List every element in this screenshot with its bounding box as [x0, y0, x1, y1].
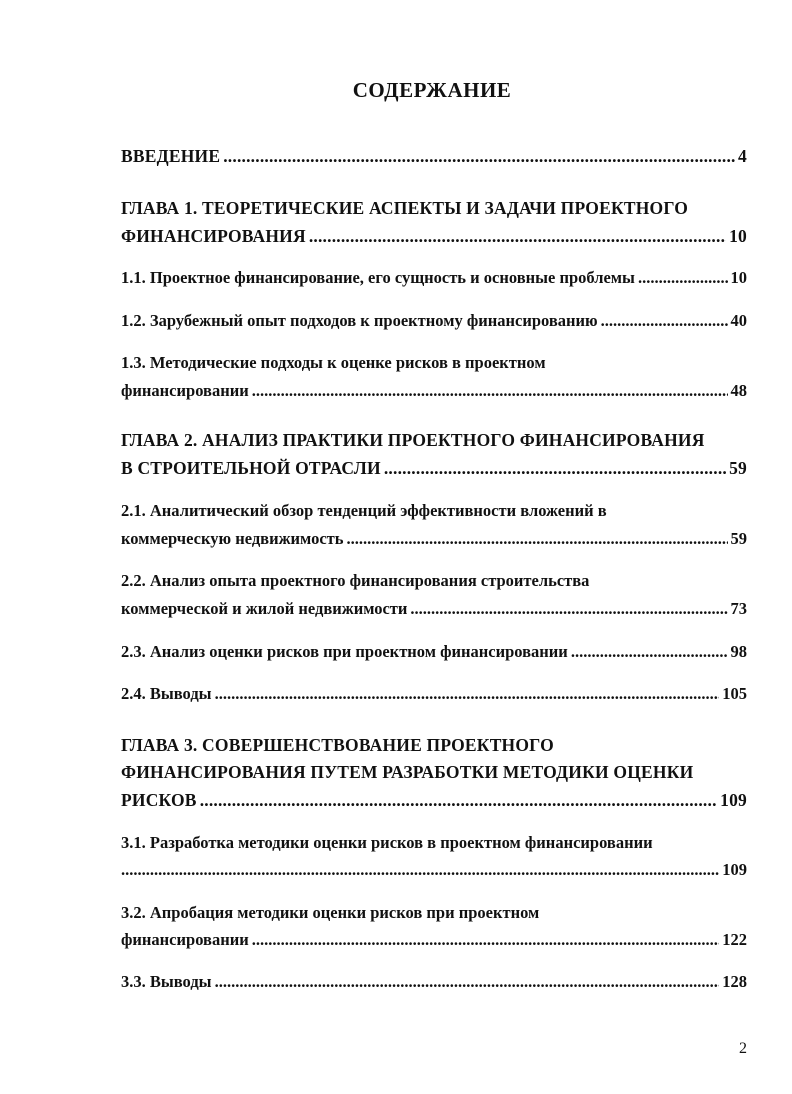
toc-entry-section-1-1[interactable]: [121, 268, 747, 292]
toc-entry-chapter-1[interactable]: [121, 226, 747, 250]
toc-page-number: 59: [730, 529, 747, 548]
toc-entry-section-1-3-line-1[interactable]: 1.3. Методические подходы к оценке рисков в проектном: [121, 353, 546, 372]
toc-entry-text: коммерческой и жилой недвижимости: [121, 599, 408, 618]
toc-page-number: 98: [730, 642, 747, 661]
toc-entry-chapter-1-line-1[interactable]: ГЛАВА 1. ТЕОРЕТИЧЕСКИЕ АСПЕКТЫ И ЗАДАЧИ ПРОЕКТНОГО: [121, 198, 689, 218]
toc-leader-dots: [252, 381, 728, 401]
toc-leader-dots: [121, 860, 719, 880]
page-title: СОДЕРЖАНИЕ: [352, 78, 512, 102]
toc-leader-dots: [223, 146, 735, 167]
toc-leader-dots: [200, 790, 717, 811]
toc-entry-text: РИСКОВ: [121, 790, 197, 810]
toc-page-number: 10: [729, 226, 747, 246]
toc-entry-section-2-1-line-1[interactable]: 2.1. Аналитический обзор тенденций эффективности вложений в: [121, 501, 607, 520]
toc-entry-text: ВВЕДЕНИЕ: [121, 146, 221, 166]
toc-entry-text: 2.3. Анализ оценки рисков при проектном финансировании: [121, 642, 568, 661]
toc-entry-chapter-2[interactable]: [121, 458, 747, 482]
toc-page-number: 109: [722, 860, 747, 879]
toc-entry-chapter-3-line-1[interactable]: ГЛАВА 3. СОВЕРШЕНСТВОВАНИЕ ПРОЕКТНОГО: [121, 735, 554, 755]
toc-entry-text: финансировании: [121, 381, 249, 400]
toc-leader-dots: [309, 226, 726, 247]
toc-entry-text: 2.4. Выводы: [121, 684, 212, 703]
toc-entry-chapter-3[interactable]: [121, 790, 747, 814]
toc-leader-dots: [410, 599, 727, 619]
toc-leader-dots: [252, 930, 720, 950]
toc-leader-dots: [601, 311, 728, 331]
toc-page-number: 4: [738, 146, 747, 166]
toc-entry-section-1-2[interactable]: [121, 311, 747, 335]
toc-page-number: 73: [730, 599, 747, 618]
toc-leader-dots: [638, 268, 728, 288]
toc-entry-section-3-2-line-1[interactable]: 3.2. Апробация методики оценки рисков при проектном: [121, 903, 540, 922]
toc-entry-section-2-3[interactable]: [121, 642, 747, 666]
toc-entry-text: 1.2. Зарубежный опыт подходов к проектному финансированию: [121, 311, 598, 330]
toc-page-number: 128: [722, 972, 747, 991]
toc-page-number: 59: [729, 458, 747, 478]
toc-page-number: 122: [722, 930, 747, 949]
toc-entry-text: коммерческую недвижимость: [121, 529, 344, 548]
toc-entry-section-3-1[interactable]: [121, 860, 747, 884]
toc-page-number: 105: [722, 684, 747, 703]
toc-leader-dots: [346, 529, 727, 549]
page-number: 2: [739, 1040, 747, 1057]
toc-page-number: 10: [730, 268, 747, 287]
toc-entry-text: 3.3. Выводы: [121, 972, 212, 991]
toc-entry-section-2-1[interactable]: [121, 529, 747, 553]
toc-entry-section-3-3[interactable]: [121, 972, 747, 996]
toc-entry-text: ФИНАНСИРОВАНИЯ: [121, 226, 306, 246]
toc-entry-section-2-4[interactable]: [121, 684, 747, 708]
toc-leader-dots: [215, 684, 720, 704]
toc-entry-section-2-2-line-1[interactable]: 2.2. Анализ опыта проектного финансирования строительства: [121, 571, 590, 590]
toc-entry-chapter-2-line-1[interactable]: ГЛАВА 2. АНАЛИЗ ПРАКТИКИ ПРОЕКТНОГО ФИНАНСИРОВАНИЯ: [121, 430, 705, 450]
toc-entry-introduction[interactable]: [121, 146, 747, 170]
toc-entry-section-3-2[interactable]: [121, 930, 747, 954]
toc-leader-dots: [215, 972, 720, 992]
toc-page-number: 48: [730, 381, 747, 400]
toc-entry-chapter-3-line-2[interactable]: ФИНАНСИРОВАНИЯ ПУТЕМ РАЗРАБОТКИ МЕТОДИКИ ОЦЕНКИ: [121, 762, 694, 782]
toc-page-number: 40: [730, 311, 747, 330]
toc-page-number: 109: [720, 790, 747, 810]
toc-entry-section-2-2[interactable]: [121, 599, 747, 623]
toc-entry-section-1-3[interactable]: [121, 381, 747, 405]
toc-leader-dots: [571, 642, 728, 662]
toc-leader-dots: [384, 458, 726, 479]
toc-entry-text: В СТРОИТЕЛЬНОЙ ОТРАСЛИ: [121, 458, 381, 478]
toc-entry-text: 1.1. Проектное финансирование, его сущность и основные проблемы: [121, 268, 635, 287]
toc-entry-text: финансировании: [121, 930, 249, 949]
toc-entry-section-3-1-line-1[interactable]: 3.1. Разработка методики оценки рисков в проектном финансировании: [121, 833, 653, 852]
